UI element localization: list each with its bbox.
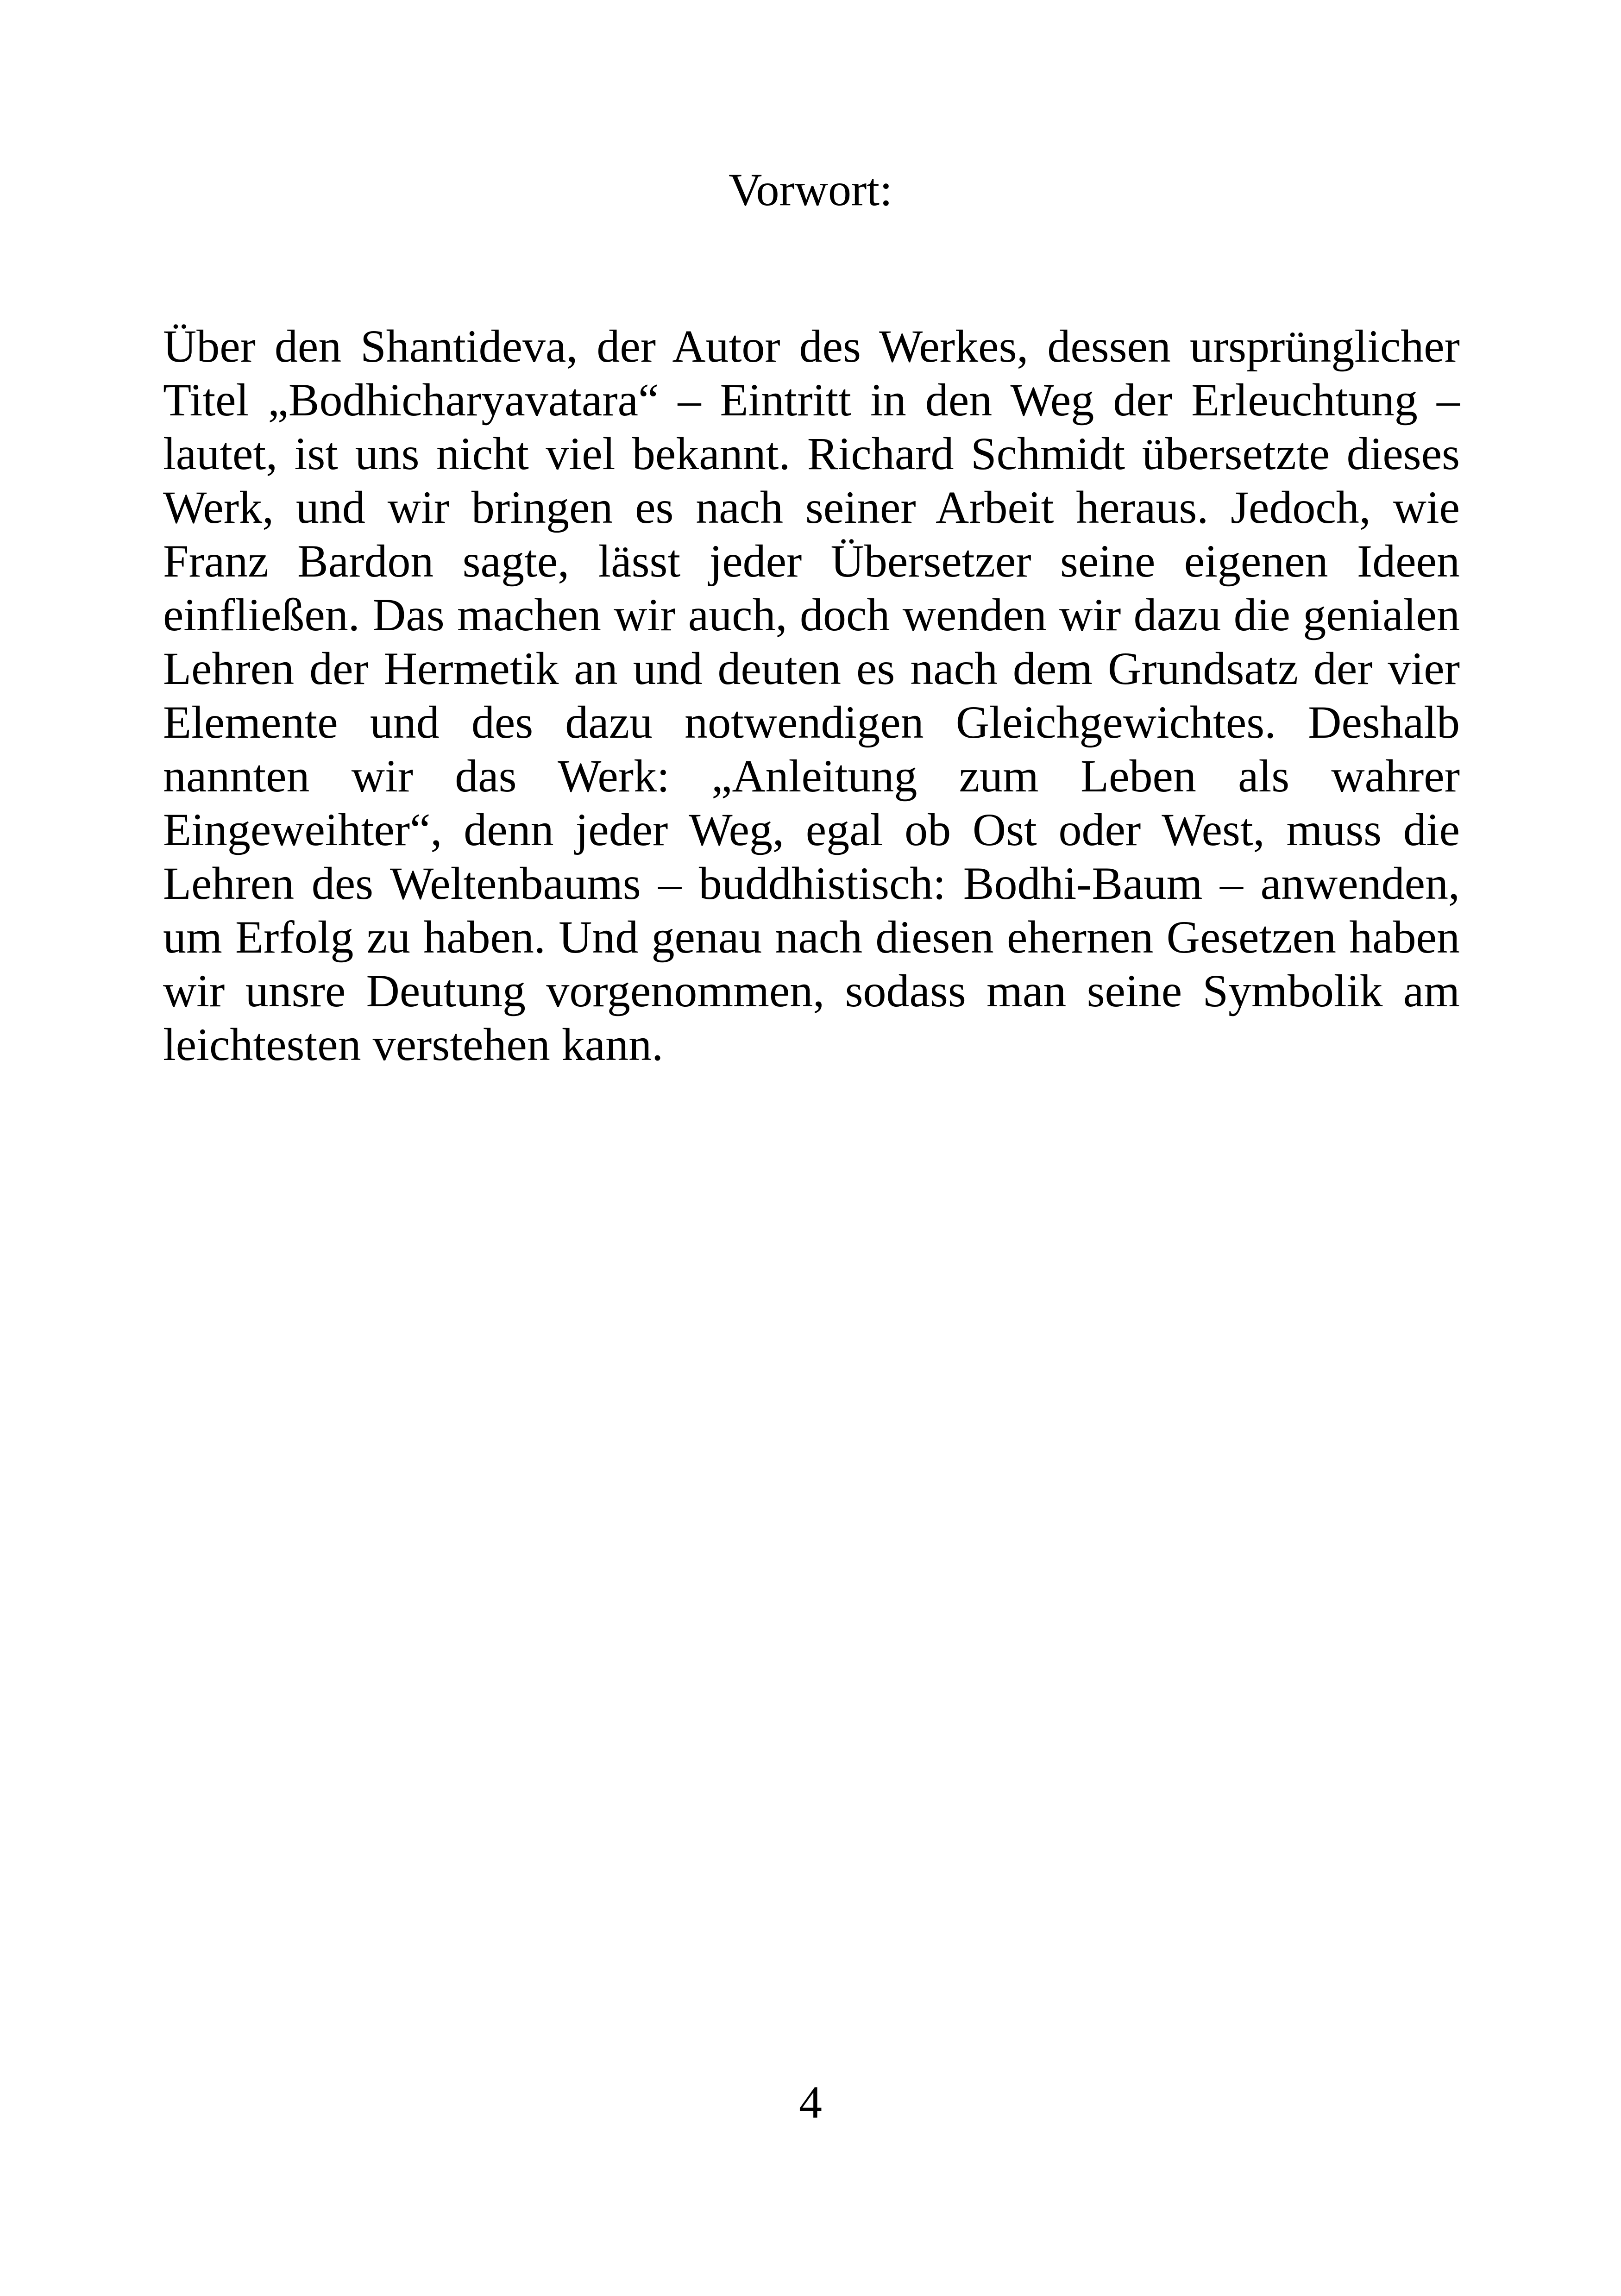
body-paragraph: Über den Shantideva, der Autor des Werkes, dessen ursprünglicher Titel „Bodhicharyavatara“ – Eintritt in den Weg der Erleuchtung – lautet, ist uns nicht viel bekannt. Richard Schmidt übersetzte dieses Werk, und wir bringen es nach seiner Arbeit heraus. Jedoch, wie Franz Bardon sagte, lässt jeder Übersetzer seine eigenen Ideen einfließen. Das machen wir auch, doch wenden wir dazu die genialen Lehren der Hermetik an und deuten es nach dem Grundsatz der vier Elemente und des dazu notwendigen Gleichgewichtes. Deshalb nannten wir das Werk: „Anleitung zum Leben als wahrer Eingeweihter“, denn jeder Weg, egal ob Ost oder West, muss die Lehren des Weltenbaums – buddhistisch: Bodhi-Baum – anwenden, um Erfolg zu haben. Und genau nach diesen ehernen Gesetzen haben wir unsre Deutung vorgenommen, sodass man seine Symbolik am leichtesten verstehen kann. [163,320,1460,1070]
page-number: 4 [799,2076,822,2128]
page-title: Vorwort: [729,164,892,215]
